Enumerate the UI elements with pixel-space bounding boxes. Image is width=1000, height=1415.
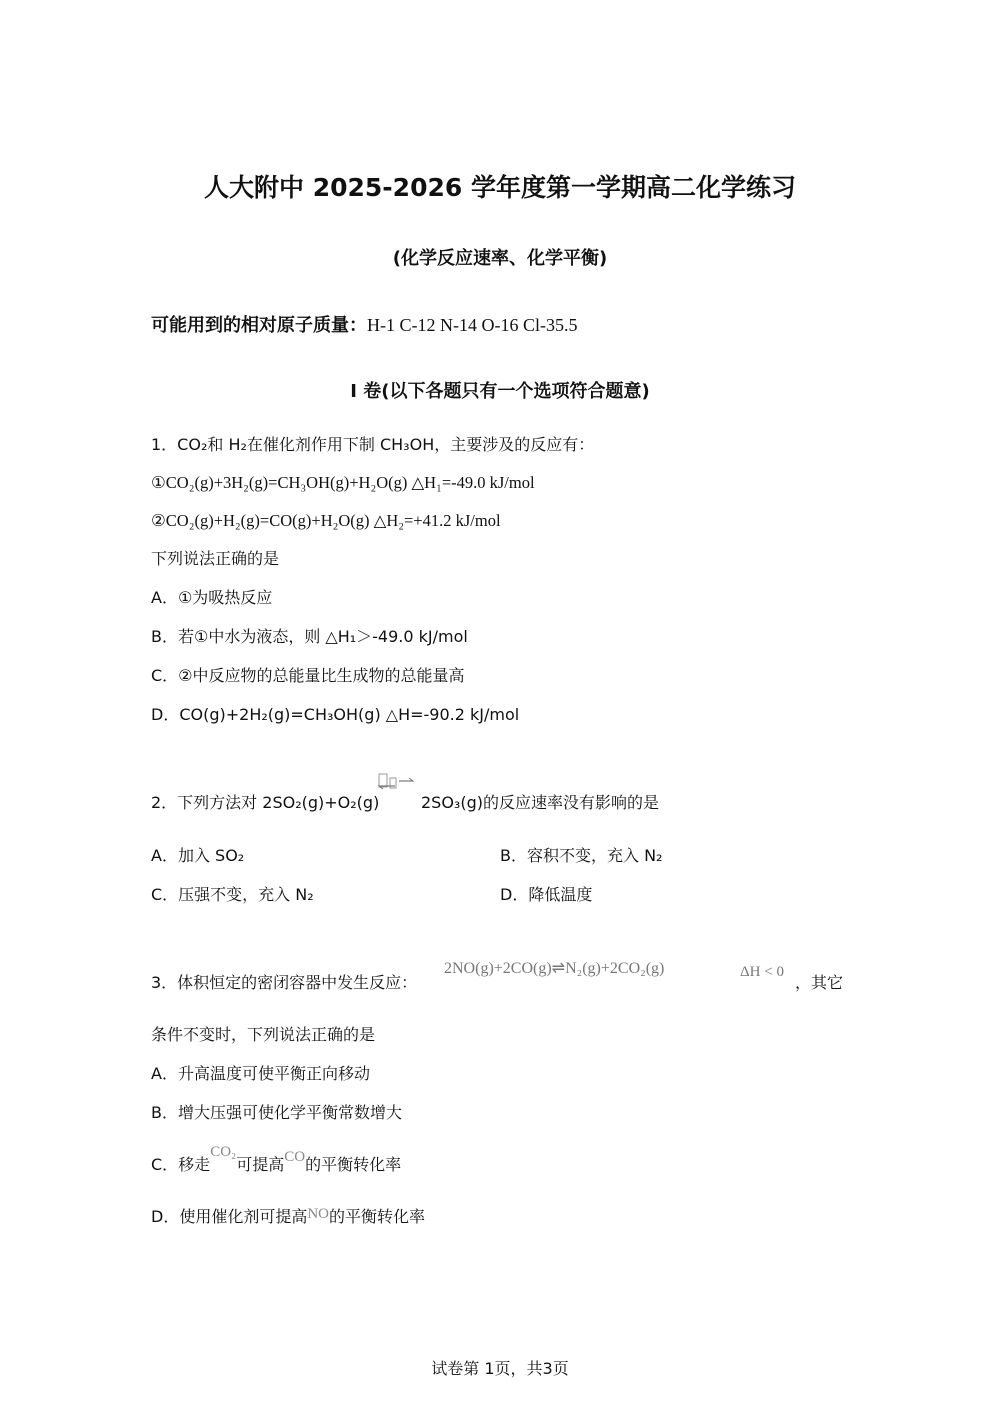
q2-option-d: D．降低温度: [500, 885, 593, 904]
q3-stem-end: ，其它: [795, 973, 844, 992]
q3-enthalpy: ΔH < 0: [740, 964, 784, 980]
q1-stem: 1．CO₂和 H₂在催化剂作用下制 CH₃OH，主要涉及的反应有：: [151, 435, 595, 454]
page-subtitle: (化学反应速率、化学平衡): [392, 248, 608, 269]
q3-option-c-co2: CO₂: [210, 1144, 237, 1160]
q2-option-b: B．容积不变，充入 N₂: [500, 846, 663, 865]
q1-option-c: C．②中反应物的总能量比生成物的总能量高: [151, 666, 465, 685]
q2-option-c: C．压强不变，充入 N₂: [151, 885, 314, 904]
page-footer: 试卷第 1页，共3页: [431, 1359, 569, 1378]
q2-option-a: A．加入 SO₂: [151, 846, 245, 865]
q3-option-d-pre: D．使用催化剂可提高: [151, 1207, 308, 1226]
q3-option-c-co: CO: [284, 1149, 306, 1165]
q3-option-d-post: 的平衡转化率: [329, 1207, 426, 1226]
q3-stem-line2: 条件不变时，下列说法正确的是: [151, 1025, 376, 1044]
q1-reaction-1: ①CO₂(g)+3H₂(g)=CH₃OH(g)+H₂O(g) △H₁=-49.0 kJ/mol: [151, 473, 535, 492]
reversible-arrow-icon: [377, 772, 417, 794]
q3-option-a: A．升高温度可使平衡正向移动: [151, 1064, 370, 1083]
q3-option-d: [151, 1206, 425, 1229]
q1-question: 下列说法正确的是: [151, 549, 280, 568]
q3-option-d-no: NO: [307, 1206, 329, 1222]
q1-option-d: D．CO(g)+2H₂(g)=CH₃OH(g) △H=-90.2 kJ/mol: [151, 705, 520, 724]
q3-stem-start: 3．体积恒定的密闭容器中发生反应：: [151, 973, 418, 992]
q3-option-c-pre: C．移走: [151, 1155, 211, 1174]
q3-option-c-post: 的平衡转化率: [305, 1155, 402, 1174]
q3-option-c-mid: 可提高: [236, 1155, 285, 1174]
page-title: 人大附中 2025-2026 学年度第一学期高二化学练习: [204, 173, 796, 202]
atomic-masses: [151, 311, 577, 337]
q3-equation: 2NO(g)+2CO(g)⇌N₂(g)+2CO₂(g): [444, 960, 665, 977]
q2-stem-end: 2SO₃(g)的反应速率没有影响的是: [421, 793, 659, 812]
q2-stem-start: 2．下列方法对 2SO₂(g)+O₂(g): [151, 793, 380, 812]
q3-option-c: [151, 1144, 402, 1177]
q1-option-a: A．①为吸热反应: [151, 588, 273, 607]
atomic-masses-label: 可能用到的相对原子质量：: [151, 315, 367, 336]
atomic-masses-values: H-1 C-12 N-14 O-16 Cl-35.5: [367, 315, 578, 335]
q1-option-b: B．若①中水为液态，则 △H₁＞-49.0 kJ/mol: [151, 627, 468, 646]
section-heading: I 卷(以下各题只有一个选项符合题意): [350, 381, 650, 402]
q1-reaction-2: ②CO₂(g)+H₂(g)=CO(g)+H₂O(g) △H₂=+41.2 kJ/mol: [151, 511, 501, 530]
q3-option-b: B．增大压强可使化学平衡常数增大: [151, 1103, 402, 1122]
